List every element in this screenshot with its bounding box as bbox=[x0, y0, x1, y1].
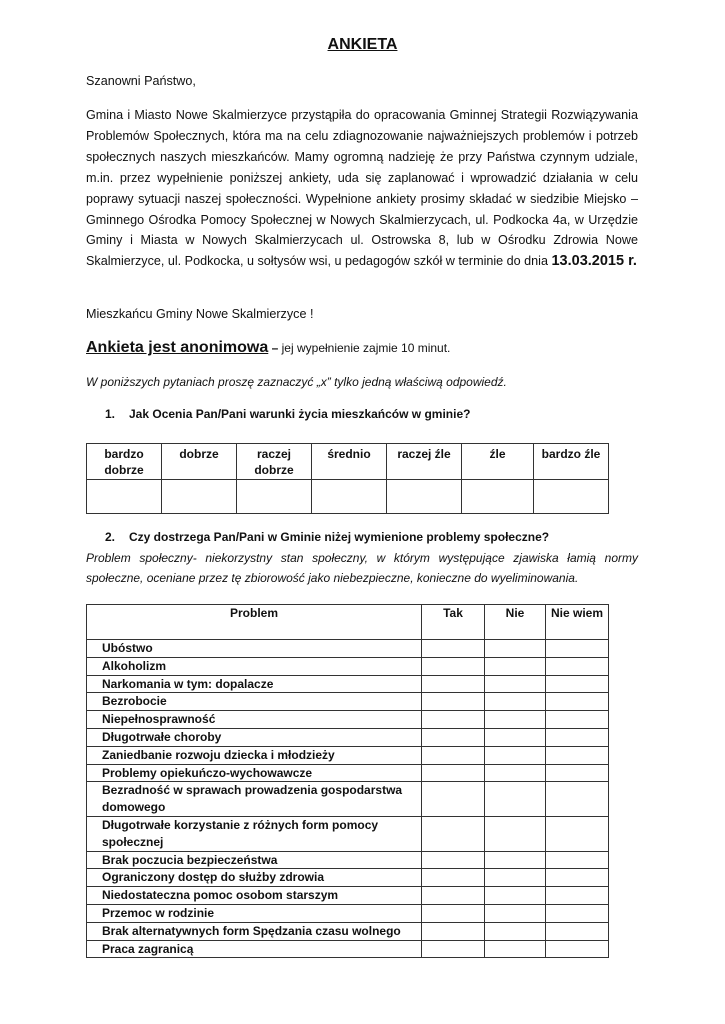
deadline-date: 13.03.2015 r. bbox=[551, 253, 637, 270]
table-row bbox=[87, 693, 609, 711]
answer-dont-know-cell[interactable] bbox=[546, 746, 609, 764]
answer-dont-know-cell[interactable] bbox=[546, 711, 609, 729]
table-row bbox=[87, 940, 609, 958]
option-header: dobrze bbox=[162, 444, 237, 480]
table-row bbox=[87, 851, 609, 869]
question-1 bbox=[105, 407, 470, 421]
problem-label: Bezradność w sprawach prowadzenia gospodarstwa domowego bbox=[87, 782, 422, 817]
answer-dont-know-cell[interactable] bbox=[546, 782, 609, 817]
intro-paragraph bbox=[86, 105, 638, 272]
question-1-table bbox=[86, 443, 609, 514]
table-row bbox=[87, 675, 609, 693]
option-header: raczej źle bbox=[387, 444, 462, 480]
anonymity-note: jej wypełnienie zajmie 10 minut. bbox=[281, 341, 451, 355]
resident-address: Mieszkańcu Gminy Nowe Skalmierzyce ! bbox=[86, 307, 314, 321]
answer-no-cell[interactable] bbox=[485, 675, 546, 693]
answer-dont-know-cell[interactable] bbox=[546, 816, 609, 851]
option-header: bardzo źle bbox=[534, 444, 609, 480]
option-header: źle bbox=[462, 444, 534, 480]
anonymity-dash: – bbox=[271, 341, 279, 355]
answer-cell[interactable] bbox=[387, 480, 462, 514]
answer-no-cell[interactable] bbox=[485, 851, 546, 869]
table-row bbox=[87, 746, 609, 764]
problem-label: Brak poczucia bezpieczeństwa bbox=[87, 851, 422, 869]
table-row bbox=[87, 711, 609, 729]
answer-yes-cell[interactable] bbox=[422, 816, 485, 851]
document-title: ANKIETA bbox=[327, 36, 398, 53]
instruction-text: W poniższych pytaniach proszę zaznaczyć „x” tylko jedną właściwą odpowiedź. bbox=[86, 375, 507, 389]
answer-no-cell[interactable] bbox=[485, 746, 546, 764]
answer-cell[interactable] bbox=[87, 480, 162, 514]
problem-label: Zaniedbanie rozwoju dziecka i młodzieży bbox=[87, 746, 422, 764]
problem-label: Praca zagranicą bbox=[87, 940, 422, 958]
answer-dont-know-cell[interactable] bbox=[546, 887, 609, 905]
answer-dont-know-cell[interactable] bbox=[546, 728, 609, 746]
answer-yes-cell[interactable] bbox=[422, 711, 485, 729]
table-row bbox=[87, 816, 609, 851]
problem-definition: Problem społeczny- niekorzystny stan społeczny, w którym występujące zjawiska łamią normy społeczne, oceniane przez tę zbiorowość jako niebezpieczne, konieczne do wyeliminowania. bbox=[86, 551, 638, 585]
question-2 bbox=[105, 530, 549, 544]
question-2-header-row bbox=[87, 605, 609, 640]
greeting: Szanowni Państwo, bbox=[86, 74, 196, 88]
answer-dont-know-cell[interactable] bbox=[546, 869, 609, 887]
table-row bbox=[87, 657, 609, 675]
answer-yes-cell[interactable] bbox=[422, 922, 485, 940]
answer-dont-know-cell[interactable] bbox=[546, 693, 609, 711]
problem-label: Bezrobocie bbox=[87, 693, 422, 711]
problem-label: Alkoholizm bbox=[87, 657, 422, 675]
question-2-text: Czy dostrzega Pan/Pani w Gminie niżej wymienione problemy społeczne? bbox=[129, 530, 550, 544]
answer-dont-know-cell[interactable] bbox=[546, 922, 609, 940]
table-row bbox=[87, 764, 609, 782]
anonymity-heading: Ankieta jest anonimowa bbox=[86, 339, 269, 356]
answer-no-cell[interactable] bbox=[485, 640, 546, 658]
question-2-table bbox=[86, 604, 609, 958]
answer-no-cell[interactable] bbox=[485, 657, 546, 675]
problem-label: Długotrwałe choroby bbox=[87, 728, 422, 746]
answer-no-cell[interactable] bbox=[485, 887, 546, 905]
problem-label: Ograniczony dostęp do służby zdrowia bbox=[87, 869, 422, 887]
answer-cell[interactable] bbox=[312, 480, 387, 514]
option-header: raczej dobrze bbox=[237, 444, 312, 480]
problem-label: Narkomania w tym: dopalacze bbox=[87, 675, 422, 693]
answer-dont-know-cell[interactable] bbox=[546, 675, 609, 693]
table-row bbox=[87, 869, 609, 887]
question-1-header-row bbox=[87, 444, 609, 480]
question-1-answer-row bbox=[87, 480, 609, 514]
problem-label: Niedostateczna pomoc osobom starszym bbox=[87, 887, 422, 905]
question-2-number: 2. bbox=[105, 530, 116, 544]
answer-yes-cell[interactable] bbox=[422, 675, 485, 693]
problem-rows bbox=[87, 640, 609, 958]
table-row bbox=[87, 782, 609, 817]
problem-label: Ubóstwo bbox=[87, 640, 422, 658]
no-header: Nie bbox=[485, 605, 546, 640]
answer-cell[interactable] bbox=[462, 480, 534, 514]
answer-yes-cell[interactable] bbox=[422, 746, 485, 764]
answer-no-cell[interactable] bbox=[485, 940, 546, 958]
answer-dont-know-cell[interactable] bbox=[546, 904, 609, 922]
option-header: bardzo dobrze bbox=[87, 444, 162, 480]
question-1-number: 1. bbox=[105, 407, 116, 421]
question-1-text: Jak Ocenia Pan/Pani warunki życia mieszkańców w gminie? bbox=[129, 407, 471, 421]
problem-label: Długotrwałe korzystanie z różnych form pomocy społecznej bbox=[87, 816, 422, 851]
problem-label: Niepełnosprawność bbox=[87, 711, 422, 729]
answer-no-cell[interactable] bbox=[485, 904, 546, 922]
answer-no-cell[interactable] bbox=[485, 922, 546, 940]
table-row bbox=[87, 922, 609, 940]
table-row bbox=[87, 640, 609, 658]
answer-no-cell[interactable] bbox=[485, 816, 546, 851]
answer-no-cell[interactable] bbox=[485, 728, 546, 746]
table-row bbox=[87, 904, 609, 922]
answer-dont-know-cell[interactable] bbox=[546, 851, 609, 869]
answer-yes-cell[interactable] bbox=[422, 728, 485, 746]
answer-no-cell[interactable] bbox=[485, 711, 546, 729]
answer-yes-cell[interactable] bbox=[422, 657, 485, 675]
intro-text: Gmina i Miasto Nowe Skalmierzyce przystąpiła do opracowania Gminnej Strategii Rozwiązywania Problemów Społecznych, która ma na celu zdiagnozowanie najważniejszych problemów i potrzeb społecznych naszych mieszkańców. Mamy ogromną nadzieję że przy Państwa czynnym udziale, m.in. przez wypełnienie poniższej ankiety, uda się zaplanować i wprowadzić działania w celu poprawy sytuacji naszej społeczności. Wypełnione ankiety prosimy składać w siedzibie Miejsko – Gminnego Ośrodka Pomocy Społecznej w Nowych Skalmierzycach, ul. Podkocka 4a, w Urzędzie Gminy i Miasta w Nowych Skalmierzycach ul. Ostrowska 8, lub w Ośrodku Zdrowia Nowe Skalmierzyce, ul. Podkocka, u sołtysów wsi, u pedagogów szkół w terminie do dnia bbox=[86, 108, 638, 269]
answer-yes-cell[interactable] bbox=[422, 693, 485, 711]
answer-dont-know-cell[interactable] bbox=[546, 940, 609, 958]
answer-dont-know-cell[interactable] bbox=[546, 640, 609, 658]
dont-know-header: Nie wiem bbox=[546, 605, 609, 640]
answer-no-cell[interactable] bbox=[485, 693, 546, 711]
answer-cell[interactable] bbox=[534, 480, 609, 514]
anonymity-notice bbox=[86, 339, 450, 357]
answer-yes-cell[interactable] bbox=[422, 764, 485, 782]
problem-label: Brak alternatywnych form Spędzania czasu wolnego bbox=[87, 922, 422, 940]
answer-cell[interactable] bbox=[162, 480, 237, 514]
answer-cell[interactable] bbox=[237, 480, 312, 514]
yes-header: Tak bbox=[422, 605, 485, 640]
problem-header: Problem bbox=[87, 605, 422, 640]
answer-no-cell[interactable] bbox=[485, 782, 546, 817]
problem-label: Problemy opiekuńczo-wychowawcze bbox=[87, 764, 422, 782]
answer-dont-know-cell[interactable] bbox=[546, 657, 609, 675]
answer-yes-cell[interactable] bbox=[422, 887, 485, 905]
option-header: średnio bbox=[312, 444, 387, 480]
answer-dont-know-cell[interactable] bbox=[546, 764, 609, 782]
answer-no-cell[interactable] bbox=[485, 869, 546, 887]
answer-yes-cell[interactable] bbox=[422, 904, 485, 922]
problem-label: Przemoc w rodzinie bbox=[87, 904, 422, 922]
answer-yes-cell[interactable] bbox=[422, 782, 485, 817]
answer-yes-cell[interactable] bbox=[422, 640, 485, 658]
answer-yes-cell[interactable] bbox=[422, 851, 485, 869]
answer-yes-cell[interactable] bbox=[422, 869, 485, 887]
answer-no-cell[interactable] bbox=[485, 764, 546, 782]
table-row bbox=[87, 728, 609, 746]
table-row bbox=[87, 887, 609, 905]
answer-yes-cell[interactable] bbox=[422, 940, 485, 958]
